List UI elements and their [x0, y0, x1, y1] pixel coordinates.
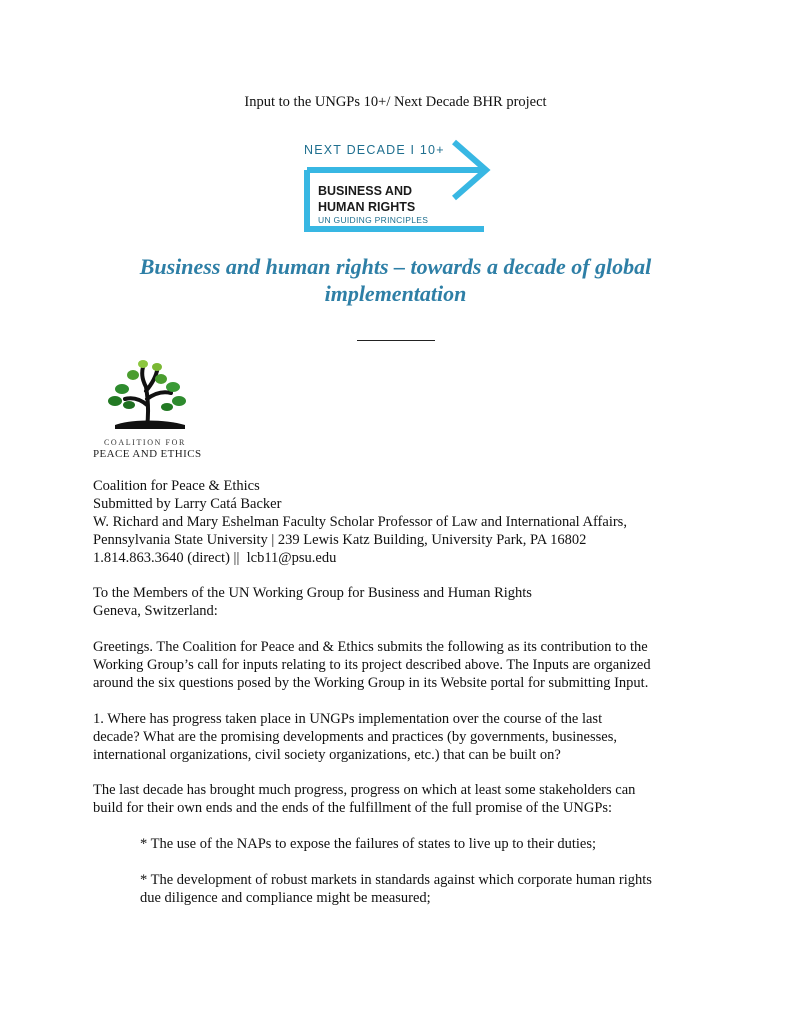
answer-line: build for their own ends and the ends of the fulfillment of the full promise of the UNGPs: — [93, 800, 613, 816]
tree-icon — [108, 360, 186, 429]
bullet-line: due diligence and compliance might be measured; — [140, 890, 431, 906]
bhr-logo-line-human-rights: HUMAN RIGHTS — [318, 200, 416, 214]
coalition-logo-line-2: PEACE AND ETHICS — [93, 448, 202, 460]
answer-line: The last decade has brought much progress, progress on which at least some stakeholders can — [93, 782, 636, 798]
bullet-item — [140, 871, 720, 907]
sender-submitted-by: Submitted by Larry Catá Backer — [93, 496, 282, 512]
greeting-line: Working Group’s call for inputs relating to its project described above. The Inputs are organized — [93, 657, 651, 673]
greeting-line: Greetings. The Coalition for Peace and & Ethics submits the following as its contribution to the — [93, 639, 648, 655]
bhr-logo-line-business: BUSINESS AND — [318, 184, 412, 198]
sender-organization: Coalition for Peace & Ethics — [93, 478, 260, 494]
question-line: 1. Where has progress taken place in UNGPs implementation over the course of the last — [93, 711, 603, 727]
recipient-line-1: To the Members of the UN Working Group for Business and Human Rights — [93, 585, 532, 601]
page-title-line-1: Business and human rights – towards a decade of global — [139, 254, 652, 279]
sender-position: W. Richard and Mary Eshelman Faculty Scholar Professor of Law and International Affairs, — [93, 514, 627, 530]
title-divider — [357, 340, 435, 341]
question-1 — [93, 710, 718, 764]
bullet-line: * The development of robust markets in standards against which corporate human rights — [140, 872, 652, 888]
sender-contact: 1.814.863.3640 (direct) || lcb11@psu.edu — [93, 550, 337, 566]
greeting-line: around the six questions posed by the Working Group in its Website portal for submitting Input. — [93, 675, 649, 691]
page-title-line-2: implementation — [324, 281, 467, 306]
coalition-logo-line-1: COALITION FOR — [104, 438, 186, 447]
sender-address: Pennsylvania State University | 239 Lewis Katz Building, University Park, PA 16802 — [93, 532, 587, 548]
bullet-line: * The use of the NAPs to expose the failures of states to live up to their duties; — [140, 836, 596, 852]
recipient-block — [93, 584, 718, 620]
sender-block — [93, 477, 718, 567]
bhr-logo-subtitle: UN GUIDING PRINCIPLES — [318, 215, 429, 225]
sender-email-link[interactable]: lcb11@psu.edu — [246, 550, 337, 566]
bhr-logo-title — [318, 183, 415, 215]
bullet-item — [140, 835, 720, 853]
greeting-paragraph — [93, 638, 718, 692]
intro-line: Input to the UNGPs 10+/ Next Decade BHR project — [244, 94, 547, 110]
answer-1-intro — [93, 781, 718, 817]
recipient-line-2: Geneva, Switzerland: — [93, 603, 218, 619]
next-decade-label: NEXT DECADE I 10+ — [304, 143, 445, 157]
question-line: international organizations, civil society organizations, etc.) that can be built on? — [93, 747, 561, 763]
page-title — [60, 253, 731, 307]
coalition-tree-logo — [105, 357, 190, 432]
question-line: decade? What are the promising developments and practices (by governments, businesses, — [93, 729, 617, 745]
